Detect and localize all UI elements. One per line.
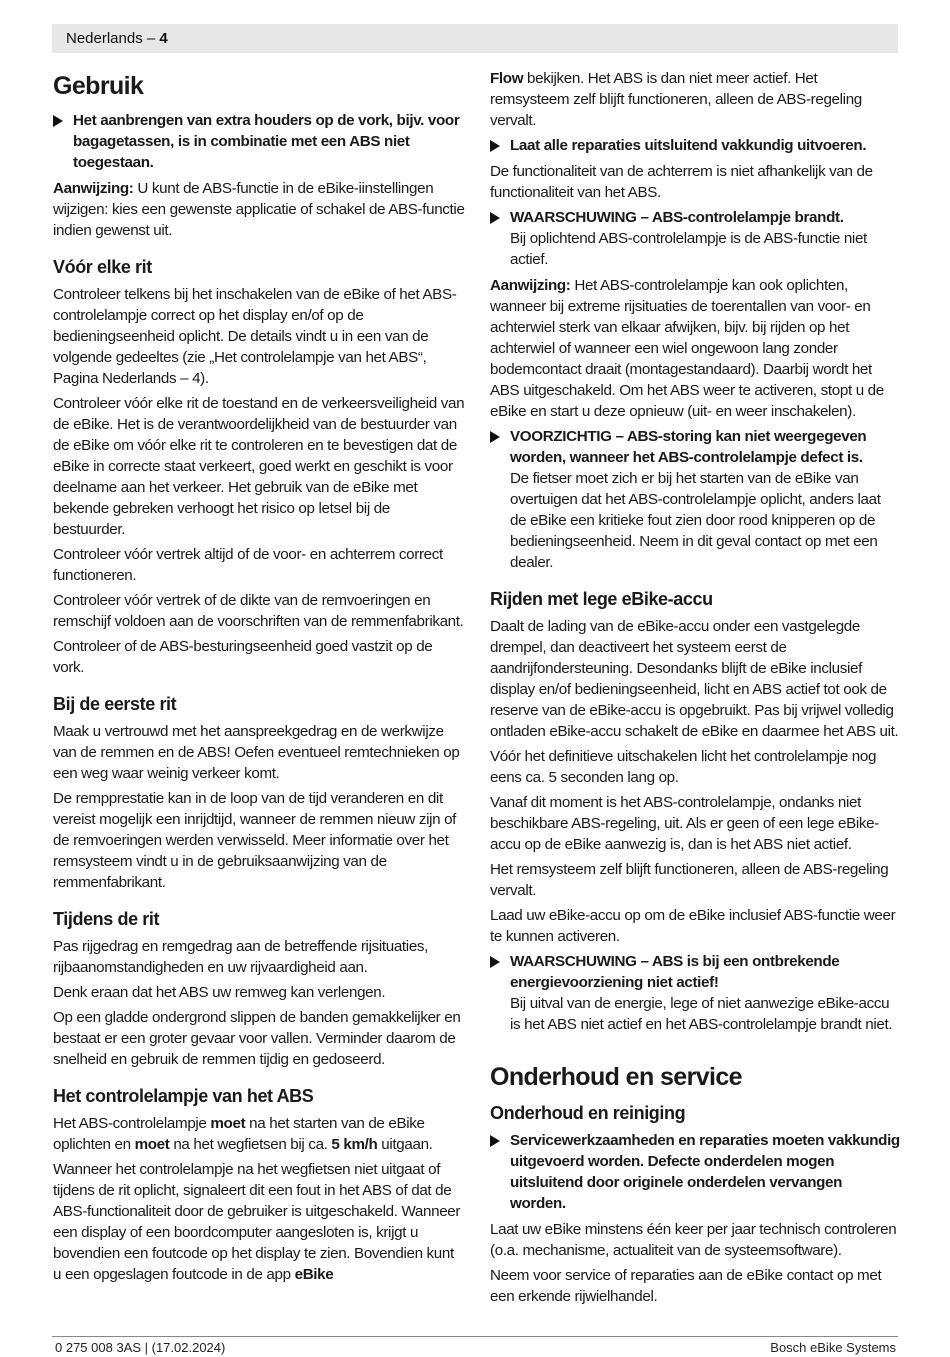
warning-arrow-icon: [490, 956, 500, 968]
warning-arrow-icon: [490, 212, 500, 224]
text-run: na het starten van de eBike oplichten en: [53, 1115, 425, 1153]
warning-text: Bij uitval van de energie, lege of niet aanwezige eBike-accu is het ABS niet actief en het ABS-controlelampje brandt niet.: [510, 995, 893, 1033]
warning-arrow-icon: [490, 431, 500, 443]
page-header: [52, 24, 898, 53]
note-label: Aanwijzing:: [53, 180, 134, 197]
text-run: na het wegfietsen bij ca.: [169, 1136, 332, 1153]
text-run: bekijken. Het ABS is dan niet meer actief. Het remsysteem zelf blijft functioneren, alleen de ABS-regeling vervalt.: [490, 70, 862, 129]
paragraph-continued: [490, 68, 900, 131]
warning-lamp-on: [490, 207, 900, 270]
warning-repairs: [490, 135, 900, 156]
emphasis-app-name: eBike: [294, 1266, 334, 1283]
paragraph: Laat uw eBike minstens één keer per jaar technisch controleren (o.a. mechanisme, actualiteit van de systeemsoftware).: [490, 1221, 897, 1259]
section-title-gebruik: Gebruik: [53, 72, 144, 100]
warning-text: Het aanbrengen van extra houders op de vork, bijv. voor bagagetassen, is in combinatie met een ABS niet toegestaan.: [73, 112, 460, 171]
warning-service: [490, 1130, 900, 1214]
heading-tijdens-de-rit: Tijdens de rit: [53, 909, 160, 929]
emphasis-speed: 5 km/h: [331, 1136, 378, 1153]
footer-document-code: 0 275 008 3AS | (17.02.2024): [55, 1340, 226, 1355]
warning-text: Laat alle reparaties uitsluitend vakkundig uitvoeren.: [510, 137, 867, 154]
heading-voor-elke-rit: Vóór elke rit: [53, 257, 152, 277]
paragraph: Daalt de lading van de eBike-accu onder een vastgelegde drempel, dan deactiveert het systeem eerst de aandrijfondersteuning. Desondanks blijft de eBike inclusief display en/of bedieningseenheid, licht en ABS actief tot ook de reserve van de eBike-accu is opgebruikt. Pas bij vrijwel volledig ontladen eBike-accu schakelt de eBike en daarmee het ABS uit.: [490, 618, 899, 740]
paragraph: De rempprestatie kan in de loop van de tijd veranderen en dit vereist mogelijk een inrijdtijd, wanneer de remmen nieuw zijn of de remvoeringen werden verwisseld. Meer informatie over het remsysteem vindt u in de gebruiksaanwijzing van de remmenfabrikant.: [53, 790, 457, 891]
heading-lege-accu: Rijden met lege eBike-accu: [490, 589, 713, 609]
paragraph: Maak u vertrouwd met het aanspreekgedrag en de werkwijze van de remmen en de ABS! Oefen eventueel remtechnieken op een weg waar weinig verkeer komt.: [53, 723, 460, 782]
footer-brand: Bosch eBike Systems: [770, 1340, 896, 1355]
paragraph: Laad uw eBike-accu op om de eBike inclusief ABS-functie weer te kunnen activeren.: [490, 907, 896, 945]
paragraph: Neem voor service of reparaties aan de eBike contact op met een erkende rijwielhandel.: [490, 1267, 882, 1305]
warning-title: VOORZICHTIG – ABS-storing kan niet weergegeven worden, wanneer het ABS-controlelampje defect is.: [510, 428, 867, 466]
warning-title: WAARSCHUWING – ABS-controlelampje brandt.: [510, 209, 844, 226]
note-text: U kunt de ABS-functie in de eBike-iinstellingen wijzigen: kies een gewenste applicatie of schakel de ABS-functie indien gewenst uit.: [53, 180, 465, 239]
warning-arrow-icon: [490, 1135, 500, 1147]
emphasis-moet: moet: [134, 1136, 170, 1153]
heading-bij-de-eerste-rit: Bij de eerste rit: [53, 694, 177, 714]
paragraph: Controleer vóór vertrek altijd of de voor- en achterrem correct functioneren.: [53, 546, 443, 584]
left-column: [53, 68, 465, 1289]
warning-fork-holders: [53, 110, 465, 173]
paragraph: Vóór het definitieve uitschakelen licht het controlelampje nog eens ca. 5 seconden lang op.: [490, 748, 877, 786]
paragraph: Controleer vóór elke rit de toestand en de verkeersveiligheid van de eBike. Het is de verantwoordelijkheid van de bestuurder van de eBike om vóór elke rit te controleren en te bevestigen dat de eBike in correcte staat verkeert, goed werkt en geschikt is voor deelname aan het verkeer. Het gebruik van de eBike met bekende gebreken verhoogt het risico op letsel bij de bestuurder.: [53, 395, 465, 538]
right-column: [490, 68, 900, 1311]
warning-no-energy: [490, 951, 900, 1035]
paragraph: Controleer telkens bij het inschakelen van de eBike of het ABS-controlelampje correct op het display en/of op de bedieningseenheid oplicht. De details vindt u in een van de volgende gedeeltes (zie „Het controlelampje van het ABS“, Pagina Nederlands – 4).: [53, 286, 457, 387]
paragraph: De functionaliteit van de achterrem is niet afhankelijk van de functionaliteit van het ABS.: [490, 163, 873, 201]
section-title-onderhoud: Onderhoud en service: [490, 1063, 742, 1091]
paragraph: Het remsysteem zelf blijft functioneren, alleen de ABS-regeling vervalt.: [490, 861, 889, 899]
paragraph: Controleer vóór vertrek of de dikte van de remvoeringen en remschijf voldoen aan de voorschriften van de remmenfabrikant.: [53, 592, 464, 630]
warning-arrow-icon: [490, 140, 500, 152]
emphasis-moet: moet: [210, 1115, 246, 1132]
warning-text: De fietser moet zich er bij het starten van de eBike van overtuigen dat het ABS-controlelampje oplicht, anders laat de eBike een kritieke fout zien door rood knipperen op de bedieningseenheid. Neem in dit geval contact op met een dealer.: [510, 470, 881, 571]
text-run: Wanneer het controlelampje na het wegfietsen niet uitgaat of tijdens de rit oplicht, signaleert dit een fout in het ABS of dat de ABS-functionaliteit door de gebruiker is uitgeschakeld. Wanneer een display of een boordcomputer aangesloten is, krijgt u bovendien een foutcode op het display te zien. Bovendien kunt u een opgeslagen foutcode in de app: [53, 1161, 461, 1283]
text-run: uitgaan.: [377, 1136, 433, 1153]
header-language: Nederlands: [66, 30, 143, 47]
paragraph: Op een gladde ondergrond slippen de banden gemakkelijker en bestaat er een groter gevaar voor vallen. Verminder daarom de snelheid en gebruik de remmen tijdig en gedoseerd.: [53, 1009, 461, 1068]
note-label: Aanwijzing:: [490, 277, 571, 294]
header-separator: –: [142, 30, 160, 47]
paragraph: Denk eraan dat het ABS uw remweg kan verlengen.: [53, 984, 386, 1001]
footer-divider: [52, 1336, 898, 1337]
warning-text: Servicewerkzaamheden en reparaties moeten vakkundig uitgevoerd worden. Defecte onderdelen mogen uitsluitend door originele onderdelen vervangen worden.: [510, 1132, 900, 1212]
paragraph: [53, 1159, 465, 1285]
emphasis-app-name: Flow: [490, 70, 524, 87]
heading-onderhoud-reiniging: Onderhoud en reiniging: [490, 1103, 686, 1123]
paragraph: Vanaf dit moment is het ABS-controlelampje, ondanks niet beschikbare ABS-regeling, uit. Als er geen of een lege eBike-accu op de eBike aanwezig is, dan is het ABS niet actief.: [490, 794, 879, 853]
note-lamp: [490, 275, 900, 422]
warning-text: Bij oplichtend ABS-controlelampje is de ABS-functie niet actief.: [510, 230, 867, 268]
note-text: Het ABS-controlelampje kan ook oplichten, wanneer bij extreme rijsituaties de toerentallen van voor- en achterwiel sterk van elkaar afwijken, bijv. bij rijden op het achterwiel of wanneer een wiel ongewoon lang zonder bodemcontact draait (montagestandaard). Daarbij wordt het ABS uitgeschakeld. Om het ABS weer te activeren, stopt u de eBike en start u deze opnieuw (uit- en weer inschakelen).: [490, 277, 884, 420]
paragraph: Controleer of de ABS-besturingseenheid goed vastzit op de vork.: [53, 638, 433, 676]
header-page-number: 4: [159, 30, 168, 47]
paragraph: Pas rijgedrag en remgedrag aan de betreffende rijsituaties, rijbaanomstandigheden en uw rijvaardigheid aan.: [53, 938, 429, 976]
warning-arrow-icon: [53, 115, 63, 127]
page-header-text: [66, 29, 168, 48]
note-abs-settings: [53, 178, 465, 241]
warning-title: WAARSCHUWING – ABS is bij een ontbrekende energievoorziening niet actief!: [510, 953, 840, 991]
paragraph: [53, 1113, 465, 1155]
text-run: Het ABS-controlelampje: [53, 1115, 211, 1132]
warning-lamp-defect: [490, 426, 900, 573]
heading-controlelampje: Het controlelampje van het ABS: [53, 1086, 314, 1106]
